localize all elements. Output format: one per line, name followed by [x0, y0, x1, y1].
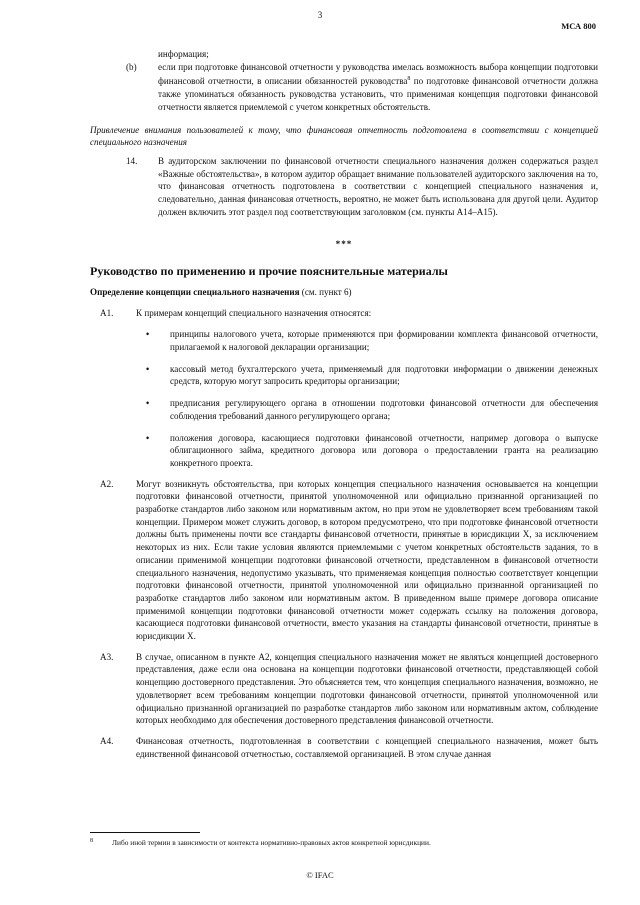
- paragraph-text: Могут возникнуть обстоятельства, при которых концепция специального назначения основывается на концепции подготовки финансовой отчетности, принятой уполномоченной или официально признанной организацией по разработке стандартов либо законом или нормативным актом, но при этом не удовлетворяет всем требованиям такой концепции. Примером может служить договор, в котором предусмотрено, что при подготовке финансовой отчетности должны быть применены почти все стандарты финансовой отчетности, принятые в юрисдикции X, за исключением некоторых из них. Если такие условия являются приемлемыми с учетом конкретных обстоятельств задания, то в описании применимой концепции подготовки финансовой отчетности, представленном в финансовой отчетности специального назначения, недопустимо указывать, что применяемая концепция полностью соответствует концепции подготовки финансовой отчетности, принятой уполномоченной или официально признанной организацией по разработке стандартов либо законом или нормативным актом. В приведенном выше примере договора описание применимой концепции подготовки финансовой отчетности может содержать ссылку на положения договора, касающиеся подготовки финансовой отчетности, вместо указания на стандарты финансовой отчетности, принятые в юрисдикции X.: [136, 478, 598, 642]
- footnote: [90, 838, 598, 847]
- paragraph-14: [90, 155, 598, 219]
- section-separator: ***: [335, 239, 353, 250]
- paragraph-text: В случае, описанном в пункте A2, концепция специального назначения может не являться концепцией достоверного представления, даже если она основана на концепции подготовки финансовой отчетности, представляющей собой концепцию достоверного представления. Это объясняется тем, что концепция специального назначения, возможно, не удовлетворяет всем требованиям концепции подготовки финансовой отчетности, принятой уполномоченной или официально признанной организацией по разработке стандартов либо законом или нормативным актом, соблюдение которых необходимо для обеспечения достоверного представления финансовой отчетности.: [136, 651, 598, 726]
- paragraph-number: A4.: [100, 735, 114, 746]
- continuation-text: информация;: [158, 49, 209, 59]
- bullet-text: кассовый метод бухгалтерского учета, применяемый для подготовки информации о движении денежных средств, которую могут запросить кредиторы организации;: [170, 363, 598, 387]
- bullet-text: предписания регулирующего органа в отношении подготовки финансовой отчетности для обеспечения соблюдения требований данного регулирующего органа;: [170, 398, 598, 421]
- paragraph-number: A3.: [100, 651, 114, 662]
- page-number: 3: [317, 10, 323, 20]
- item-label: (b): [126, 61, 137, 72]
- bullet-text: положения договора, касающиеся подготовки финансовой отчетности, например договора о выпуске облигационного займа, кредитного договора или договора о предоставлении гранта на реализацию конкретного проекта.: [170, 432, 598, 468]
- paragraph-a2: [90, 478, 598, 643]
- section-title: Руководство по применению и прочие пояснительные материалы: [90, 264, 448, 279]
- copyright-footer: © IFAC: [306, 870, 334, 880]
- footnote-text: Либо иной термин в зависимости от контекста нормативно-правовых актов конкретной юрисдикции.: [112, 838, 431, 847]
- list-item-b: [90, 61, 598, 114]
- paragraph-text: Финансовая отчетность, подготовленная в соответствии с концепцией специального назначения, может быть единственной финансовой отчетностью, составляемой организацией. В этом случае данная: [136, 735, 598, 759]
- bullet-text: принципы налогового учета, которые применяются при формировании комплекта финансовой отчетности, прилагаемой к налоговой декларации организации;: [170, 329, 598, 352]
- bullet-icon: •: [146, 398, 150, 409]
- paragraph-text: К примерам концепций специального назначения относятся:: [136, 307, 372, 318]
- list-item: [90, 432, 598, 470]
- italic-heading: Привлечение внимания пользователей к тому, что финансовая отчетность подготовлена в соответствии с концепцией специального назначения: [90, 124, 598, 148]
- footnote-divider: [90, 832, 200, 833]
- paragraph-number: A1.: [100, 307, 114, 318]
- bullet-icon: •: [146, 432, 150, 443]
- paragraph-a1: [90, 307, 598, 320]
- paragraph-a4: [90, 735, 598, 760]
- document-code: МСА 800: [561, 21, 596, 31]
- paragraph-a3: [90, 651, 598, 727]
- list-item: [90, 363, 598, 388]
- page-body: [90, 48, 598, 760]
- list-item: [90, 328, 598, 353]
- list-item: [90, 397, 598, 422]
- bullet-icon: •: [146, 329, 150, 340]
- subsection-title: Определение концепции специального назначения (см. пункт 6): [90, 286, 352, 297]
- paragraph-number: 14.: [126, 155, 138, 166]
- paragraph-number: A2.: [100, 478, 114, 489]
- bullet-icon: •: [146, 363, 150, 374]
- footnote-number: 8: [90, 838, 93, 844]
- item-text: если при подготовке финансовой отчетности у руководства имелась возможность выбора концепции подготовки финансовой отчетности, в описании обязанностей руководства$^8$ по подготовке финансовой отчетности должна также упоминаться обязанность руководства установить, что применимая концепция подготовки финансовой отчетности является приемлемой с учетом конкретных обстоятельств.: [158, 61, 599, 112]
- paragraph-text: В аудиторском заключении по финансовой отчетности специального назначения должен содержаться раздел «Важные обстоятельства», в котором аудитор обращает внимание пользователей аудиторского заключения на то, что финансовая отчетность подготовлена в соответствии с концепцией специального назначения и, следовательно, данная финансовая отчетность, вероятно, не может быть использована для другой цели. Аудитор должен включить этот раздел под соответствующим заголовком (см. пункты A14–A15).: [158, 155, 598, 217]
- footnote-ref: 8: [407, 76, 411, 83]
